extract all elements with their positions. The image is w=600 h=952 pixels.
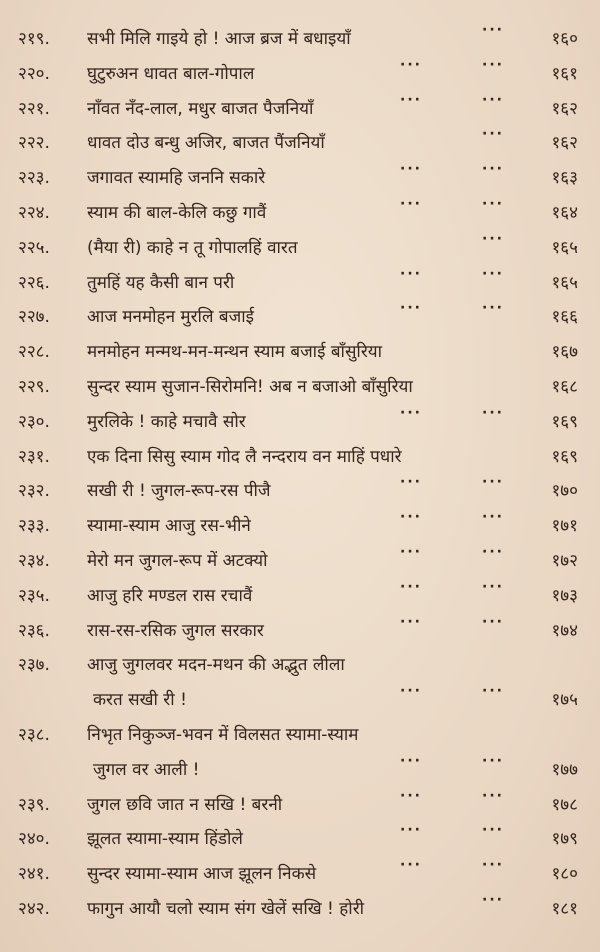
- entry-number: २३२.: [18, 481, 50, 502]
- leader-dots: ···: [400, 195, 422, 212]
- entry-number: २३७.: [18, 655, 50, 676]
- entry-page-number: १७०: [551, 481, 578, 502]
- leader-dots: ···: [482, 22, 504, 38]
- leader-dots: ···: [400, 683, 422, 700]
- entry-title: सखी री ! जुगल-रूप-रस पीजै: [87, 481, 271, 502]
- entry-number: २४१.: [18, 864, 50, 885]
- leader-dots: ···: [482, 161, 504, 178]
- leader-dots: ···: [482, 613, 504, 630]
- leader-dots: ···: [400, 613, 422, 630]
- leader-dots: ···: [400, 543, 422, 560]
- entry-title: जगावत स्यामहि जननि सकारे: [87, 168, 266, 189]
- entry-number: २२६.: [18, 272, 50, 293]
- entry-title: मेरो मन जुगल-रूप में अटक्यो: [87, 550, 268, 571]
- leader-dots: ···: [482, 509, 504, 526]
- leader-dots: ···: [482, 683, 504, 700]
- entry-page-number: १६४: [551, 202, 578, 223]
- toc-entry: [0, 612, 600, 647]
- entry-page-number: १६१: [551, 63, 578, 84]
- entry-page-number: १६६: [551, 307, 578, 328]
- toc-entry: [0, 507, 600, 542]
- entry-number: २२३.: [18, 168, 50, 189]
- leader-dots: ···: [400, 509, 422, 526]
- toc-entry: [0, 20, 600, 55]
- entry-page-number: १६९: [551, 411, 578, 432]
- toc-entry: [0, 55, 600, 90]
- entry-number: २४०.: [18, 829, 50, 850]
- toc-entry: [0, 124, 600, 159]
- entry-title: नाँवत नँद-लाल, मधुर बाजत पैजनियाँ: [87, 98, 314, 119]
- entry-number: २३१.: [18, 446, 50, 467]
- leader-dots: ···: [400, 161, 422, 178]
- entry-number: २३९.: [18, 794, 50, 815]
- entry-number: २१९.: [18, 29, 50, 49]
- leader-dots: ···: [482, 230, 504, 247]
- toc-entry: [0, 298, 600, 333]
- entry-title: स्यामा-स्याम आजु रस-भीने: [87, 516, 251, 537]
- entry-page-number: १६८: [551, 376, 578, 397]
- entry-title: आजु हरि मण्डल रास रचावैं: [87, 585, 253, 606]
- leader-dots: ···: [400, 752, 422, 769]
- entry-number: २३८.: [18, 724, 50, 745]
- leader-dots: ···: [400, 91, 422, 108]
- leader-dots: ···: [400, 300, 422, 317]
- leader-dots: ···: [400, 857, 422, 874]
- toc-entry: [0, 855, 600, 890]
- entry-title: सुन्दर स्यामा-स्याम आज झूलन निकसे: [87, 864, 317, 885]
- entry-title: मुरलिके ! काहे मचावै सोर: [87, 411, 246, 432]
- entry-number: २२१.: [18, 98, 50, 119]
- entry-page-number: १७७: [551, 759, 578, 780]
- entry-title: आज मनमोहन मुरलि बजाई: [87, 307, 254, 328]
- entry-page-number: १६५: [551, 272, 578, 293]
- entry-page-number: १७८: [551, 794, 578, 815]
- entry-title-continuation: जुगल वर आली !: [93, 759, 200, 780]
- entry-page-number: १६२: [551, 98, 578, 119]
- toc-entry: [0, 577, 600, 612]
- leader-dots: ···: [482, 752, 504, 769]
- entry-page-number: १६३: [551, 168, 578, 189]
- toc-entry: [0, 229, 600, 264]
- toc-entry: [0, 646, 600, 716]
- leader-dots: ···: [400, 265, 422, 282]
- entry-title: सुन्दर स्याम सुजान-सिरोमनि! अब न बजाओ बाँसुरिया: [87, 376, 413, 397]
- toc-entry: [0, 194, 600, 229]
- toc-entry: [0, 438, 600, 473]
- entry-number: २३०.: [18, 411, 50, 432]
- entry-title: धावत दोउ बन्धु अजिर, बाजत पैंजनियाँ: [87, 133, 325, 154]
- entry-page-number: १७५: [551, 690, 578, 711]
- entry-title: फागुन आयौ चलो स्याम संग खेलें सखि ! होरी: [87, 898, 365, 919]
- entry-title: एक दिना सिसु स्याम गोद लै नन्दराय वन माहिं पधारे: [87, 446, 402, 467]
- entry-title: घुटुरुअन धावत बाल-गोपाल: [87, 63, 255, 84]
- entry-number: २२०.: [18, 63, 50, 84]
- entry-page-number: १७२: [551, 550, 578, 571]
- toc-entry: [0, 542, 600, 577]
- leader-dots: ···: [482, 857, 504, 874]
- toc-entry: [0, 159, 600, 194]
- leader-dots: ···: [400, 56, 422, 73]
- toc-entry: [0, 820, 600, 855]
- entry-page-number: १६२: [551, 133, 578, 154]
- entry-number: २२४.: [18, 202, 50, 223]
- leader-dots: ···: [400, 474, 422, 491]
- leader-dots: ···: [482, 543, 504, 560]
- entry-page-number: १८०: [551, 864, 578, 885]
- entry-page-number: १८१: [551, 898, 578, 919]
- entry-number: २२७.: [18, 307, 50, 328]
- leader-dots: ···: [400, 787, 422, 804]
- toc-entry: [0, 403, 600, 438]
- leader-dots: ···: [482, 578, 504, 595]
- leader-dots: ···: [482, 891, 504, 908]
- entry-page-number: १७४: [551, 620, 578, 641]
- entry-page-number: १७३: [551, 585, 578, 606]
- leader-dots: ···: [482, 126, 504, 143]
- entry-page-number: १६०: [551, 29, 578, 49]
- entry-title: जुगल छवि जात न सखि ! बरनी: [87, 794, 283, 815]
- entry-page-number: १६९: [551, 446, 578, 467]
- entry-title: झूलत स्यामा-स्याम हिंडोले: [87, 829, 243, 850]
- entry-title: रास-रस-रसिक जुगल सरकार: [87, 620, 264, 641]
- leader-dots: ···: [482, 56, 504, 73]
- leader-dots: ···: [482, 265, 504, 282]
- entry-number: २३५.: [18, 585, 50, 606]
- leader-dots: ···: [482, 404, 504, 421]
- leader-dots: ···: [400, 404, 422, 421]
- toc-entry: [0, 264, 600, 299]
- leader-dots: ···: [482, 822, 504, 839]
- entry-number: २२८.: [18, 342, 50, 363]
- toc-entry: [0, 368, 600, 403]
- leader-dots: ···: [400, 578, 422, 595]
- entry-number: २२२.: [18, 133, 50, 154]
- entry-title: (मैया री) काहे न तू गोपालहिं वारत: [87, 237, 298, 258]
- entry-title: निभृत निकुञ्ज-भवन में विलसत स्यामा-स्याम: [87, 724, 359, 745]
- toc-entry: [0, 90, 600, 125]
- leader-dots: ···: [482, 195, 504, 212]
- leader-dots: ···: [482, 787, 504, 804]
- entry-number: २२५.: [18, 237, 50, 258]
- leader-dots: ···: [400, 822, 422, 839]
- entry-number: २२९.: [18, 376, 50, 397]
- entry-page-number: १७१: [551, 516, 578, 537]
- entry-number: २३६.: [18, 620, 50, 641]
- toc-entry: [0, 472, 600, 507]
- entry-number: २३३.: [18, 516, 50, 537]
- entry-number: २४२.: [18, 898, 50, 919]
- entry-title: आजु जुगलवर मदन-मथन की अद्भुत लीला: [87, 655, 345, 676]
- entry-page-number: १६५: [551, 237, 578, 258]
- entry-title: स्याम की बाल-केलि कछु गावैं: [87, 202, 267, 223]
- toc-entry: [0, 333, 600, 368]
- toc-entry: [0, 890, 600, 925]
- entry-title: सभी मिलि गाइये हो ! आज ब्रज में बधाइयाँ: [87, 29, 351, 49]
- toc-entry: [0, 716, 600, 786]
- leader-dots: ···: [482, 474, 504, 491]
- entry-page-number: १७९: [551, 829, 578, 850]
- toc-entry: [0, 786, 600, 821]
- entry-title-continuation: करत सखी री !: [93, 690, 187, 711]
- entry-title: मनमोहन मन्मथ-मन-मन्थन स्याम बजाई बाँसुरिया: [87, 342, 383, 363]
- leader-dots: ···: [482, 300, 504, 317]
- table-of-contents: [0, 20, 600, 925]
- entry-page-number: १६७: [551, 342, 578, 363]
- entry-title: तुमहिं यह कैसी बान परी: [87, 272, 235, 293]
- leader-dots: ···: [482, 91, 504, 108]
- entry-number: २३४.: [18, 550, 50, 571]
